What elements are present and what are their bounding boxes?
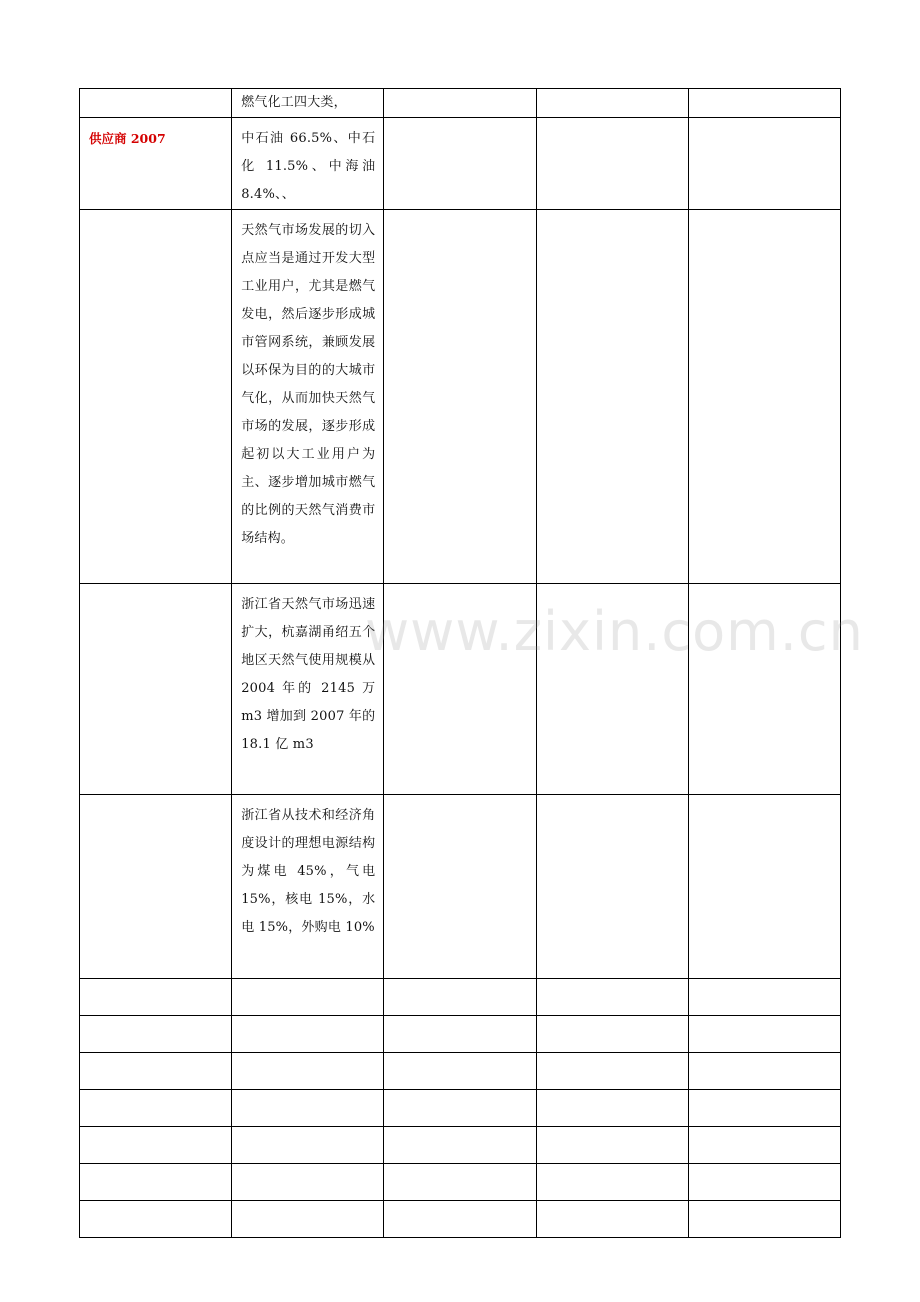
table-cell <box>232 1090 384 1127</box>
table-cell <box>232 1164 384 1201</box>
table-cell <box>536 1016 688 1053</box>
row-text: 中石油 66.5%、中石化 11.5%、中海油 8.4%、、 <box>241 131 376 202</box>
table-row <box>80 210 841 584</box>
table-cell <box>80 584 232 795</box>
table-cell <box>536 979 688 1016</box>
table-row <box>80 584 841 795</box>
table-cell <box>536 1053 688 1090</box>
table-cell <box>688 1164 840 1201</box>
table-cell <box>384 1016 536 1053</box>
table-cell <box>688 89 840 118</box>
table-cell <box>80 1016 232 1053</box>
table-cell <box>80 118 232 210</box>
table-cell <box>536 118 688 210</box>
table-cell <box>536 1090 688 1127</box>
table-cell <box>384 1201 536 1238</box>
table-cell <box>384 1164 536 1201</box>
table-cell <box>232 1201 384 1238</box>
table-cell <box>80 1201 232 1238</box>
table-cell <box>384 584 536 795</box>
table-cell <box>232 795 384 979</box>
table-cell <box>232 1016 384 1053</box>
table-cell <box>688 210 840 584</box>
row-text: 燃气化工四大类， <box>241 95 347 110</box>
table-cell <box>688 1053 840 1090</box>
table-cell <box>80 210 232 584</box>
table-row-empty <box>80 1053 841 1090</box>
table-row-empty <box>80 1164 841 1201</box>
table-cell <box>384 1053 536 1090</box>
table-cell <box>80 795 232 979</box>
table-cell <box>232 584 384 795</box>
table-cell <box>384 1090 536 1127</box>
table-cell <box>80 89 232 118</box>
table-cell <box>232 1127 384 1164</box>
table-cell <box>232 89 384 118</box>
watermark: www.zixin.com.cn <box>365 600 864 663</box>
table-cell <box>384 1127 536 1164</box>
table-cell <box>536 584 688 795</box>
table-row <box>80 118 841 210</box>
table-row <box>80 89 841 118</box>
table-row-empty <box>80 1201 841 1238</box>
table-cell <box>232 1053 384 1090</box>
row-text: 天然气市场发展的切入点应当是通过开发大型工业用户，尤其是燃气发电，然后逐步形成城市管网系统，兼顾发展以环保为目的的大城市气化，从而加快天然气市场的发展，逐步形成起初以大工业用户为主、逐步增加城市燃气的比例的天然气消费市场结构。 <box>241 223 376 546</box>
table-row-empty <box>80 1127 841 1164</box>
table-cell <box>384 89 536 118</box>
table-cell <box>384 210 536 584</box>
row-text: 浙江省从技术和经济角度设计的理想电源结构为煤电 45%，气电 15%，核电 15%，水电 15%，外购电 10% <box>241 808 376 935</box>
table-cell <box>536 89 688 118</box>
table-cell <box>232 118 384 210</box>
table-cell <box>80 1053 232 1090</box>
table-cell <box>536 795 688 979</box>
table-cell <box>688 795 840 979</box>
document-table <box>79 88 841 1238</box>
table-cell <box>384 118 536 210</box>
table-cell <box>688 118 840 210</box>
table-cell <box>232 979 384 1016</box>
table-cell <box>536 1127 688 1164</box>
table-cell <box>688 979 840 1016</box>
row-text: 浙江省天然气市场迅速扩大，杭嘉湖甬绍五个地区天然气使用规模从 2004 年的 2145 万 m3 增加到 2007 年的 18.1 亿 m3 <box>241 597 376 752</box>
table-cell <box>232 210 384 584</box>
table-row-empty <box>80 1016 841 1053</box>
supplier-label: 供应商 2007 <box>89 131 166 146</box>
table-cell <box>688 1127 840 1164</box>
table-cell <box>80 1127 232 1164</box>
table-row <box>80 795 841 979</box>
table-cell <box>384 979 536 1016</box>
table-cell <box>536 1201 688 1238</box>
table-cell <box>80 979 232 1016</box>
table-cell <box>688 584 840 795</box>
table-cell <box>688 1201 840 1238</box>
table-cell <box>536 1164 688 1201</box>
table-cell <box>688 1016 840 1053</box>
table-row-empty <box>80 1090 841 1127</box>
table-cell <box>688 1090 840 1127</box>
table-cell <box>80 1090 232 1127</box>
table-row-empty <box>80 979 841 1016</box>
table-cell <box>384 795 536 979</box>
table-cell <box>536 210 688 584</box>
table-cell <box>80 1164 232 1201</box>
